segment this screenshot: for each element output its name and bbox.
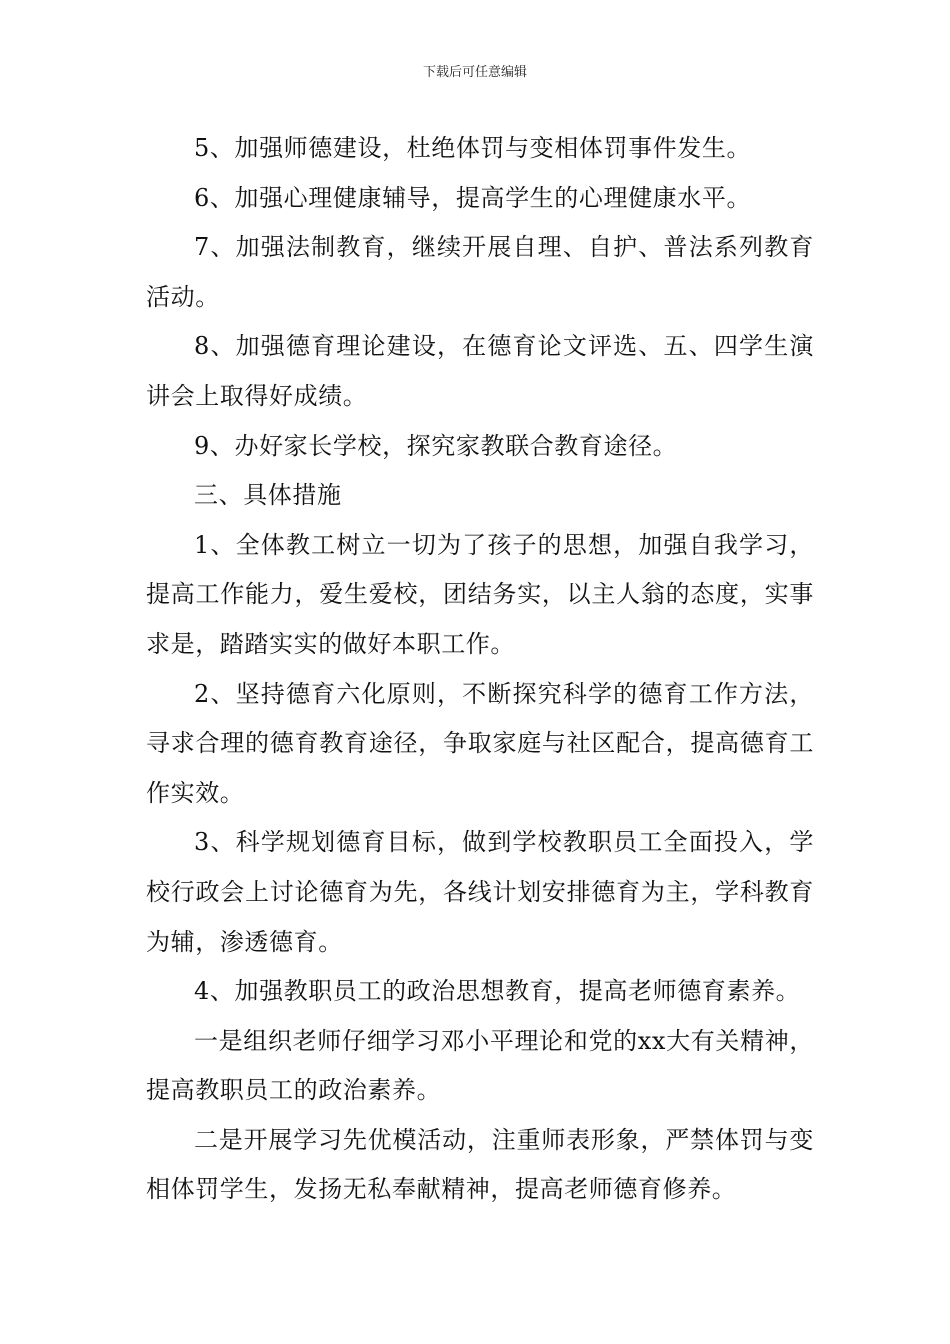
document-body	[146, 124, 814, 1215]
sub-point-two: 二是开展学习先优模活动，注重师表形象，严禁体罚与变相体罚学生，发扬无私奉献精神，提高老师德育修养。	[146, 1125, 814, 1204]
sub-point-one: 一是组织老师仔细学习邓小平理论和党的xx大有关精神，提高教职员工的政治素养。	[146, 1026, 814, 1105]
page-header-note: 下载后可任意编辑	[422, 65, 527, 80]
measure-item-4: 4、加强教职员工的政治思想教育，提高老师德育素养。	[194, 977, 801, 1006]
paragraph-item-9: 9、办好家长学校，探究家教联合教育途径。	[194, 431, 678, 460]
paragraph-item-8: 8、加强德育理论建设，在德育论文评选、五、四学生演讲会上取得好成绩。	[146, 332, 814, 410]
measure-item-1: 1、全体教工树立一切为了孩子的思想，加强自我学习，提高工作能力，爱生爱校，团结务实，以主人翁的态度，实事求是，踏踏实实的做好本职工作。	[146, 530, 814, 658]
measure-item-3: 3、科学规划德育目标，做到学校教职员工全面投入，学校行政会上讨论德育为先，各线计划安排德育为主，学科教育为辅，渗透德育。	[146, 828, 814, 956]
paragraph-item-6: 6、加强心理健康辅导，提高学生的心理健康水平。	[194, 183, 752, 212]
paragraph-item-7: 7、加强法制教育，继续开展自理、自护、普法系列教育活动。	[146, 233, 814, 311]
paragraph-item-5: 5、加强师德建设，杜绝体罚与变相体罚事件发生。	[194, 134, 752, 162]
section-heading-measures: 三、具体措施	[194, 481, 342, 510]
measure-item-2: 2、坚持德育六化原则，不断探究科学的德育工作方法，寻求合理的德育教育途径，争取家庭与社区配合，提高德育工作实效。	[146, 679, 814, 807]
